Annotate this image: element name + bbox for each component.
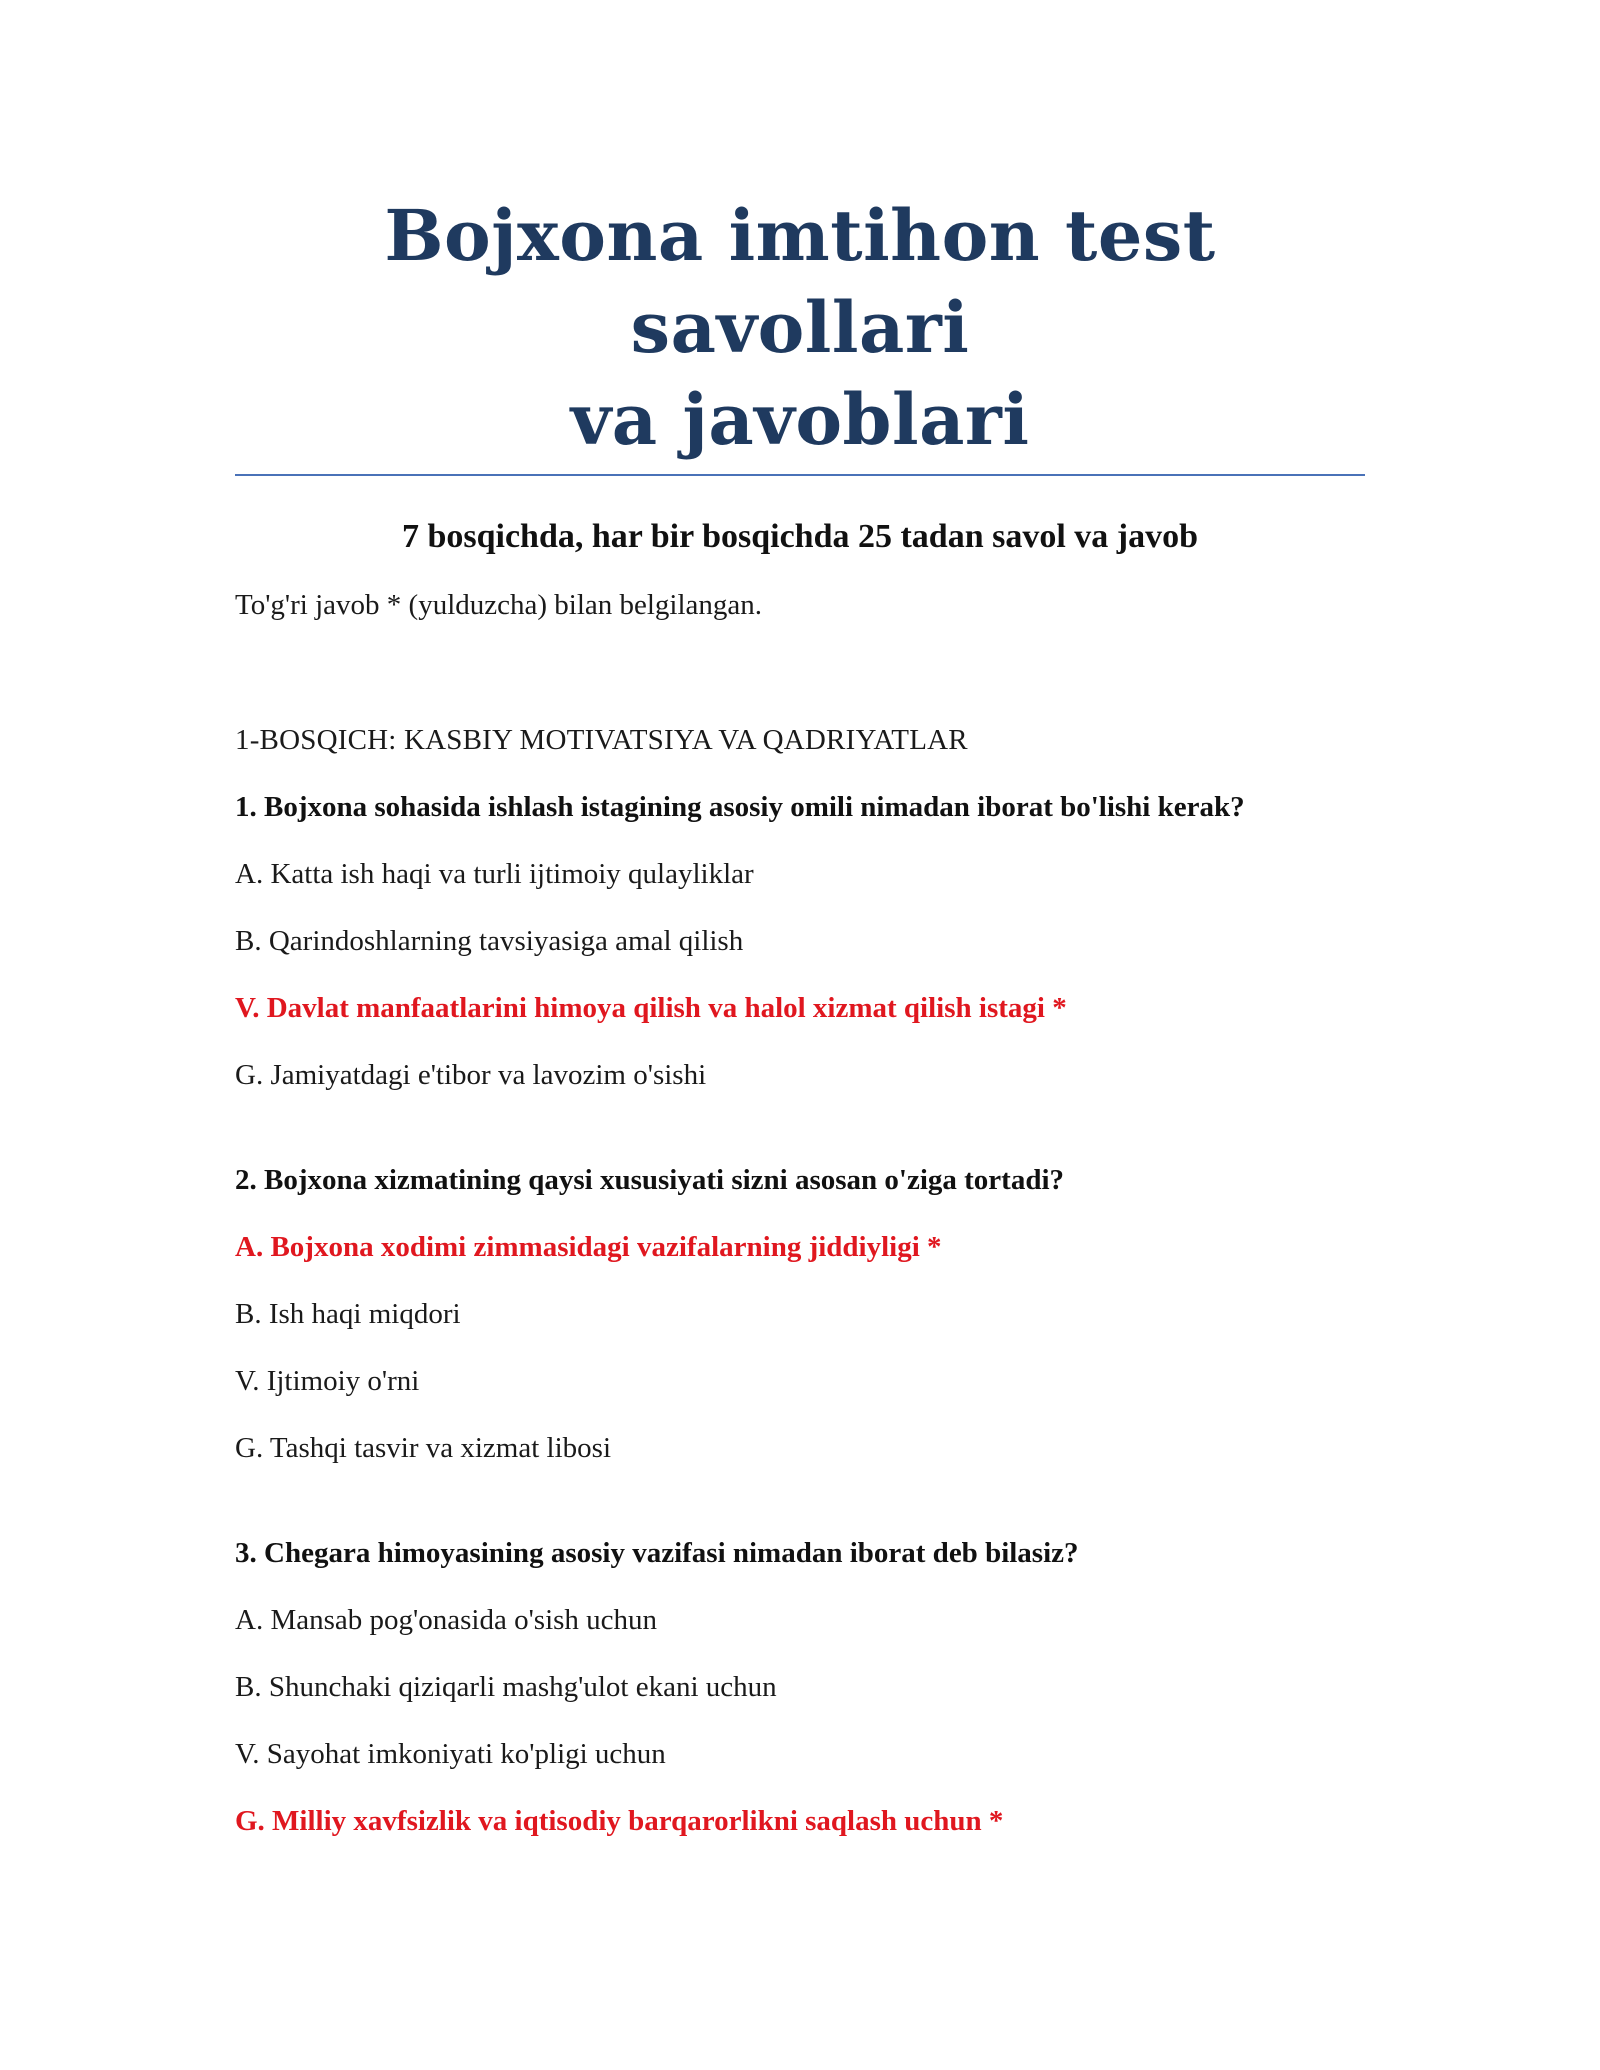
document-page xyxy=(235,190,1365,1840)
question-list xyxy=(235,788,1365,1840)
answer-option: G. Tashqi tasvir va xizmat libosi xyxy=(235,1432,611,1464)
question-item xyxy=(235,788,1365,1094)
title-line-2: va javoblari xyxy=(570,378,1030,461)
document-title xyxy=(235,190,1365,466)
answer-option: V. Sayohat imkoniyati ko'pligi uchun xyxy=(235,1738,666,1770)
document-subtitle: 7 bosqichda, har bir bosqichda 25 tadan savol va javob xyxy=(401,518,1199,555)
title-line-1: Bojxona imtihon test savollari xyxy=(384,194,1216,369)
answer-option: B. Shunchaki qiziqarli mashg'ulot ekani uchun xyxy=(235,1671,777,1703)
answer-key-note: To'g'ri javob * (yulduzcha) bilan belgilangan. xyxy=(235,589,763,621)
question-text: 2. Bojxona xizmatining qaysi xususiyati sizni asosan o'ziga tortadi? xyxy=(235,1164,1065,1196)
answer-option: B. Ish haqi miqdori xyxy=(235,1298,461,1330)
answer-option: V. Ijtimoiy o'rni xyxy=(235,1365,420,1397)
answer-option: G. Jamiyatdagi e'tibor va lavozim o'sishi xyxy=(235,1059,707,1091)
question-item xyxy=(235,1534,1365,1840)
question-text: 3. Chegara himoyasining asosiy vazifasi nimadan iborat deb bilasiz? xyxy=(235,1537,1079,1569)
answer-option: A. Mansab pog'onasida o'sish uchun xyxy=(235,1604,658,1636)
answer-option: G. Milliy xavfsizlik va iqtisodiy barqarorlikni saqlash uchun * xyxy=(235,1805,1004,1837)
answer-option: A. Bojxona xodimi zimmasidagi vazifalarning jiddiyligi * xyxy=(235,1231,942,1263)
answer-option: V. Davlat manfaatlarini himoya qilish va halol xizmat qilish istagi * xyxy=(235,992,1067,1024)
title-divider xyxy=(235,474,1365,476)
answer-option: A. Katta ish haqi va turli ijtimoiy qulayliklar xyxy=(235,858,754,890)
stage-heading: 1-BOSQICH: KASBIY MOTIVATSIYA VA QADRIYATLAR xyxy=(235,724,968,756)
question-item xyxy=(235,1161,1365,1467)
question-text: 1. Bojxona sohasida ishlash istagining asosiy omili nimadan iborat bo'lishi kerak? xyxy=(235,791,1245,823)
answer-option: B. Qarindoshlarning tavsiyasiga amal qilish xyxy=(235,925,744,957)
